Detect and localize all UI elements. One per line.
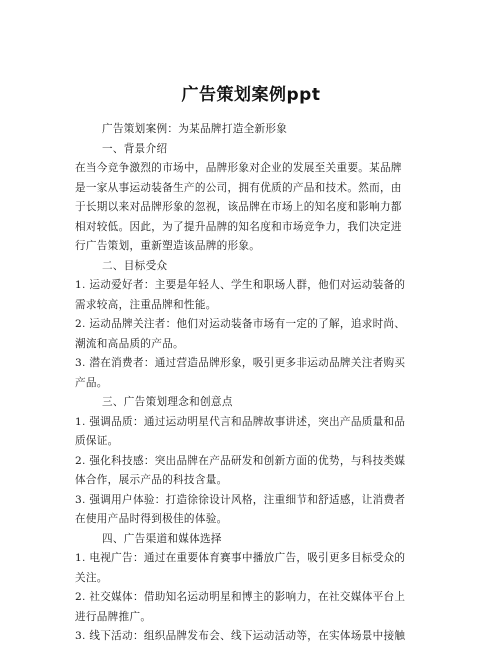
list-item-line: 2. 强化科技感：突出品牌在产品研发和创新方面的优势，与科技类媒: [75, 454, 406, 467]
list-item-line: 3. 强调用户体验：打造徐徐设计风格，注重细节和舒适感，让消费者: [75, 493, 406, 506]
list-item-line: 2. 社交媒体：借助知名运动明星和博主的影响力，在社交媒体平台上: [75, 591, 406, 603]
section-heading-background: 一、背景介绍: [102, 142, 168, 155]
list-item-line: 体合作，展示产品的科技含量。: [75, 474, 228, 486]
list-item-line: 1. 电视广告：通过在重要体育赛事中播放广告，吸引更多目标受众的: [75, 552, 406, 564]
list-item-line: 1. 强调品质：通过运动明星代言和品牌故事讲述，突出产品质量和品: [75, 415, 406, 428]
section-heading-concept: 三、广告策划理念和创意点: [102, 396, 233, 408]
list-item-line: 关注。: [75, 571, 108, 584]
document-subtitle: 广告策划案例：为某品牌打造全新形象: [102, 123, 288, 135]
paragraph-line: 于长期以来对品牌形象的忽视，该品牌在市场上的知名度和影响力都: [75, 201, 402, 213]
list-item-line: 潮流和高品质的产品。: [75, 337, 184, 350]
paragraph-line: 是一家从事运动装备生产的公司，拥有优质的产品和技术。然而，由: [75, 181, 402, 194]
list-item-line: 3. 线下活动：组织品牌发布会、线下运动活动等，在实体场景中接触: [75, 630, 406, 642]
list-item-line: 2. 运动品牌关注者：他们对运动装备市场有一定的了解，追求时尚、: [75, 318, 406, 330]
list-item-line: 3. 潜在消费者：通过营造品牌形象，吸引更多非运动品牌关注者购买: [75, 357, 406, 369]
document-body: [75, 120, 425, 647]
list-item-line: 1. 运动爱好者：主要是年轻人、学生和职场人群，他们对运动装备的: [75, 279, 406, 291]
paragraph-line: 在当今竞争激烈的市场中，品牌形象对企业的发展至关重要。某品牌: [75, 162, 402, 174]
list-item-line: 进行品牌推广。: [75, 610, 152, 623]
paragraph-line: 相对较低。因此，为了提升品牌的知名度和市场竞争力，我们决定进: [75, 220, 402, 233]
list-item-line: 质保证。: [75, 435, 119, 447]
section-heading-channels: 四、广告渠道和媒体选择: [102, 532, 222, 545]
document-title: 广告策划案例ppt: [181, 85, 321, 105]
paragraph-line: 行广告策划，重新塑造该品牌的形象。: [75, 240, 261, 252]
section-heading-audience: 二、目标受众: [102, 259, 168, 272]
list-item-line: 在使用产品时得到极佳的体验。: [75, 513, 228, 525]
list-item-line: 产品。: [75, 376, 108, 389]
list-item-line: 需求较高，注重品牌和性能。: [75, 298, 217, 311]
